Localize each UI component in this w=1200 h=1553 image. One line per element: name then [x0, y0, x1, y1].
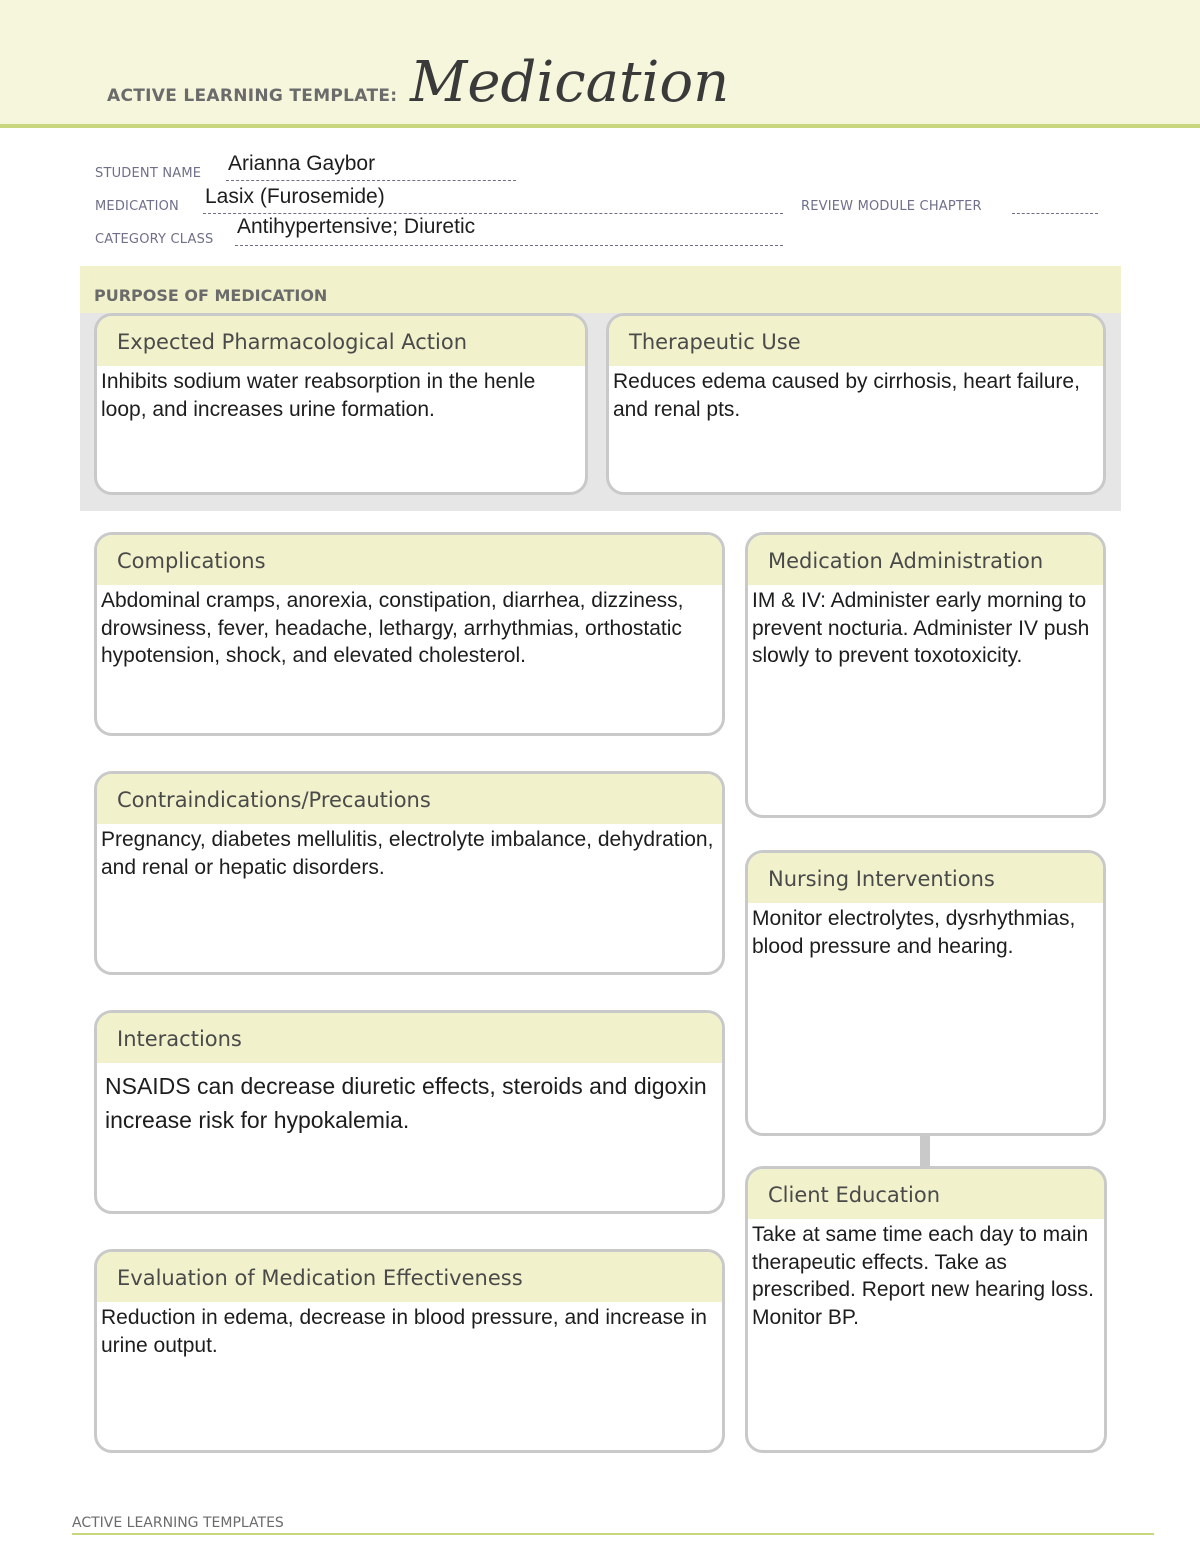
expected-action-text[interactable]: Inhibits sodium water reabsorption in the henle loop, and increases urine formation.	[101, 370, 536, 421]
medication-line	[203, 213, 783, 214]
student-name-field[interactable]: Arianna Gaybor	[228, 152, 376, 175]
card-connector	[920, 1134, 930, 1168]
complications-heading: Complications	[97, 535, 722, 585]
medication-label: MEDICATION	[95, 199, 179, 214]
medication-administration-card	[745, 532, 1106, 818]
footer-label: ACTIVE LEARNING TEMPLATES	[72, 1515, 284, 1531]
client-education-card	[745, 1166, 1107, 1453]
category-class-field[interactable]: Antihypertensive; Diuretic	[237, 215, 476, 238]
nursing-interventions-heading: Nursing Interventions	[748, 853, 1103, 903]
medication-administration-heading: Medication Administration	[748, 535, 1103, 585]
category-class-label: CATEGORY CLASS	[95, 232, 214, 247]
interactions-text[interactable]: NSAIDS can decrease diuretic effects, steroids and digoxin increase risk for hypokalemia.	[105, 1073, 707, 1133]
evaluation-card	[94, 1249, 725, 1453]
complications-card	[94, 532, 725, 736]
contraindications-heading: Contraindications/Precautions	[97, 774, 722, 824]
nursing-interventions-card	[745, 850, 1106, 1136]
therapeutic-use-card	[606, 313, 1106, 495]
interactions-heading: Interactions	[97, 1013, 722, 1063]
client-education-heading: Client Education	[748, 1169, 1104, 1219]
category-class-line	[235, 245, 783, 246]
expected-action-heading: Expected Pharmacological Action	[97, 316, 585, 366]
expected-action-card	[94, 313, 588, 495]
medication-field[interactable]: Lasix (Furosemide)	[205, 185, 385, 208]
interactions-card	[94, 1010, 725, 1214]
therapeutic-use-text[interactable]: Reduces edema caused by cirrhosis, heart failure, and renal pts.	[613, 370, 1080, 421]
contraindications-card	[94, 771, 725, 975]
complications-text[interactable]: Abdominal cramps, anorexia, constipation, diarrhea, dizziness, drowsiness, fever, headache, lethargy, arrhythmias, orthostatic hypotension, shock, and elevated cholesterol.	[101, 589, 684, 667]
template-header	[0, 0, 1200, 128]
purpose-title: PURPOSE OF MEDICATION	[94, 286, 328, 305]
medication-administration-text[interactable]: IM & IV: Administer early morning to prevent nocturia. Administer IV push slowly to prevent toxotoxicity.	[752, 589, 1090, 667]
template-title: Medication	[410, 50, 730, 115]
student-name-label: STUDENT NAME	[95, 166, 202, 181]
client-education-text[interactable]: Take at same time each day to main therapeutic effects. Take as prescribed. Report new hearing loss. Monitor BP.	[752, 1223, 1095, 1329]
student-name-line	[226, 180, 516, 181]
evaluation-heading: Evaluation of Medication Effectiveness	[97, 1252, 722, 1302]
contraindications-text[interactable]: Pregnancy, diabetes mellulitis, electrolyte imbalance, dehydration, and renal or hepatic disorders.	[101, 828, 714, 879]
review-module-line	[1012, 213, 1098, 214]
template-label: ACTIVE LEARNING TEMPLATE:	[107, 86, 398, 106]
nursing-interventions-text[interactable]: Monitor electrolytes, dysrhythmias, blood pressure and hearing.	[752, 907, 1076, 958]
review-module-label: REVIEW MODULE CHAPTER	[801, 199, 982, 214]
footer-divider	[72, 1533, 1154, 1535]
evaluation-text[interactable]: Reduction in edema, decrease in blood pressure, and increase in urine output.	[101, 1306, 707, 1357]
therapeutic-use-heading: Therapeutic Use	[609, 316, 1103, 366]
